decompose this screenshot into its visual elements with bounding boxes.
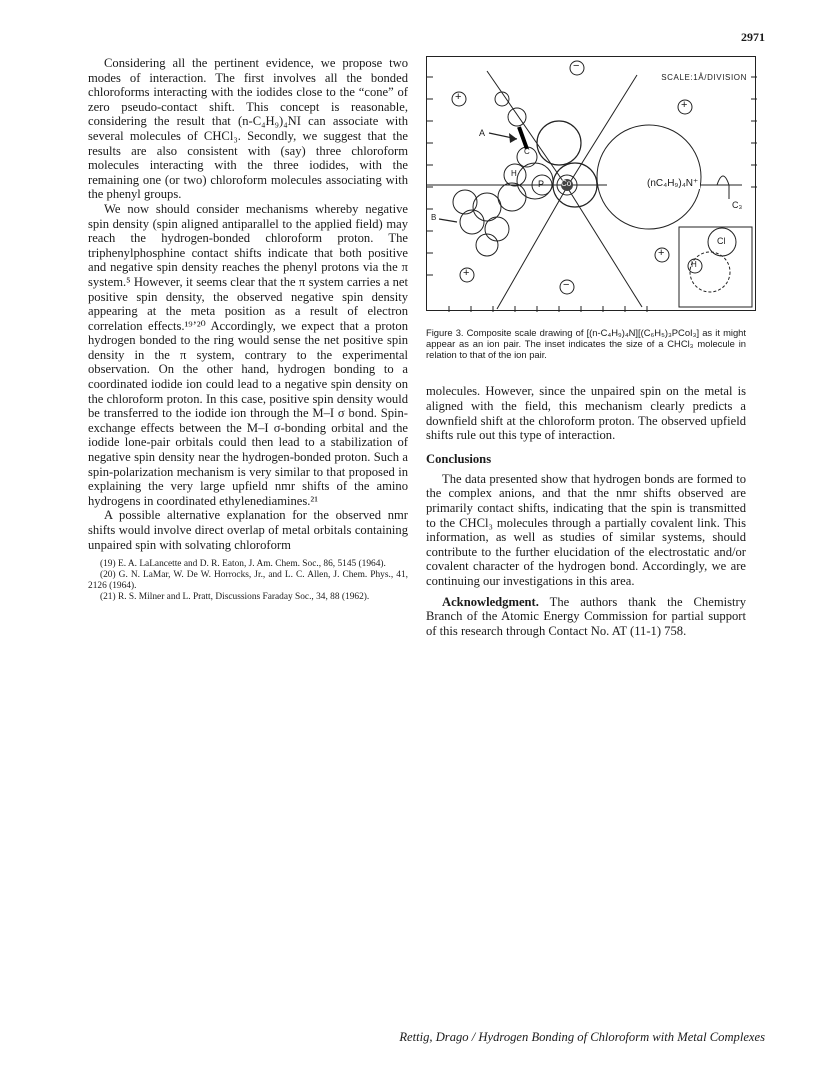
minus-marker: − <box>563 279 570 291</box>
running-head: Rettig, Drago / Hydrogen Bonding of Chloroform with Metal Complexes <box>399 1030 765 1044</box>
body-paragraph: Considering all the pertinent evidence, we propose two modes of interaction. The first involves all the bonded chloroforms interacting with the iodides close to the “cone” of zero pseudo-contact shift. This concept is reasonable, considering the result that (n-C₄H₉)₄NI can associate with several molecules of CHCl₃. Secondly, we suggest that the results are also consistent with (say) three chloroform molecules interacting with the three iodides, with the remaining one (or two) chloroform molecules associating with the phenyl groups. <box>88 56 408 202</box>
label-cl: Cl <box>717 236 726 246</box>
acknowledgment-paragraph <box>426 595 746 639</box>
continuation-paragraph: molecules. However, since the unpaired spin on the metal is aligned with the field, this mechanism clearly predicts a downfield shift at the chloroform proton. The observed upfield shifts rule out this type of interaction. <box>426 384 746 443</box>
label-co: Co <box>561 179 572 188</box>
left-column <box>88 56 408 602</box>
figure-drawing <box>427 57 757 312</box>
plus-marker: + <box>658 247 665 259</box>
acknowledgment-title: Acknowledgment. <box>442 594 539 609</box>
figure-3 <box>426 56 756 311</box>
label-h: H <box>511 169 517 178</box>
cation-label: (nC₄H₉)₄N⁺ <box>647 178 699 189</box>
scale-label: SCALE:1Å/DIVISION <box>661 73 747 82</box>
acknowledgment-text: The authors thank the Chemistry Branch of the Atomic Energy Commission for partial support of this research through Contact No. AT (11-1) 758. <box>426 594 747 638</box>
body-paragraph: We now should consider mechanisms whereby negative spin density (spin aligned antiparallel to the applied field) may reach the hydrogen-bonded chloroform proton. The triphenylphosphine contact shifts indicate that both positive and negative spin density reaches the phenyl protons via the π system.⁵ However, it seems clear that the π system carries a net positive spin density, the observed negative spin density appearing at the meta position as a result of electron correlation effects.¹⁹ʼ²⁰ Accordingly, we expect that a proton hydrogen bonded to the ring would sense the net positive spin density in the π system, contrary to the experimental observation. On the other hand, hydrogen bonding to a coordinated iodide ion could lead to a negative spin density on the chloroform proton. In this case, positive spin density would be transferred to the iodide ion through the M–I σ bond. Spin-exchange effects between the M–I σ-bonding orbital and the iodide lone-pair orbitals could then lead to a stabilization of negative spin density near the hydrogen-bonded proton. Such a spin-polarization mechanism is very similar to that proposed in explaining the very large upfield nmr shifts of the amino hydrogens in coordinated ethylenediamines.²¹ <box>88 201 408 508</box>
plus-marker: + <box>455 91 462 103</box>
label-h-inset: H <box>691 260 697 269</box>
label-a: A <box>479 128 486 138</box>
reference-19: (19) E. A. LaLancette and D. R. Eaton, J. Am. Chem. Soc., 86, 5145 (1964). <box>100 559 386 570</box>
reference-21: (21) R. S. Milner and L. Pratt, Discussions Faraday Soc., 34, 88 (1962). <box>100 591 370 602</box>
body-paragraph: A possible alternative explanation for the observed nmr shifts would involve direct overlap of metal orbitals containing unpaired spin with solvating chloroform <box>88 508 408 552</box>
page-number: 2971 <box>741 30 765 44</box>
plus-marker: + <box>681 99 688 111</box>
conclusions-paragraph: The data presented show that hydrogen bonds are formed to the complex anions, and that the nmr shifts observed are primarily contact shifts, indicating that the spin is transmitted to the CHCl₃ molecules through a partially covalent link. This information, as well as studies of similar systems, should contribute to the further elucidation of the electrostatic and/or covalent character of the hydrogen bond. Accordingly, we are continuing our investigations in this area. <box>426 471 746 588</box>
conclusions-heading: Conclusions <box>426 451 492 466</box>
label-p: P <box>538 179 545 189</box>
c3-label: C₃ <box>732 200 743 210</box>
right-column <box>426 56 746 638</box>
label-c: C <box>524 147 530 156</box>
plus-marker: + <box>463 267 470 279</box>
label-b: B <box>431 213 437 222</box>
reference-20: (20) G. N. LaMar, W. De W. Horrocks, Jr., and L. C. Allen, J. Chem. Phys., 41, 2126 (1964). <box>88 569 408 591</box>
references <box>88 559 408 602</box>
minus-marker: − <box>573 60 580 72</box>
figure-caption: Figure 3. Composite scale drawing of [(n-C₄H₉)₄N][(C₆H₅)₃PCoI₃] as it might appear as an ion pair. The inset indicates the size of a CHCl₃ molecule in relation to that of the ion pair. <box>426 327 746 360</box>
